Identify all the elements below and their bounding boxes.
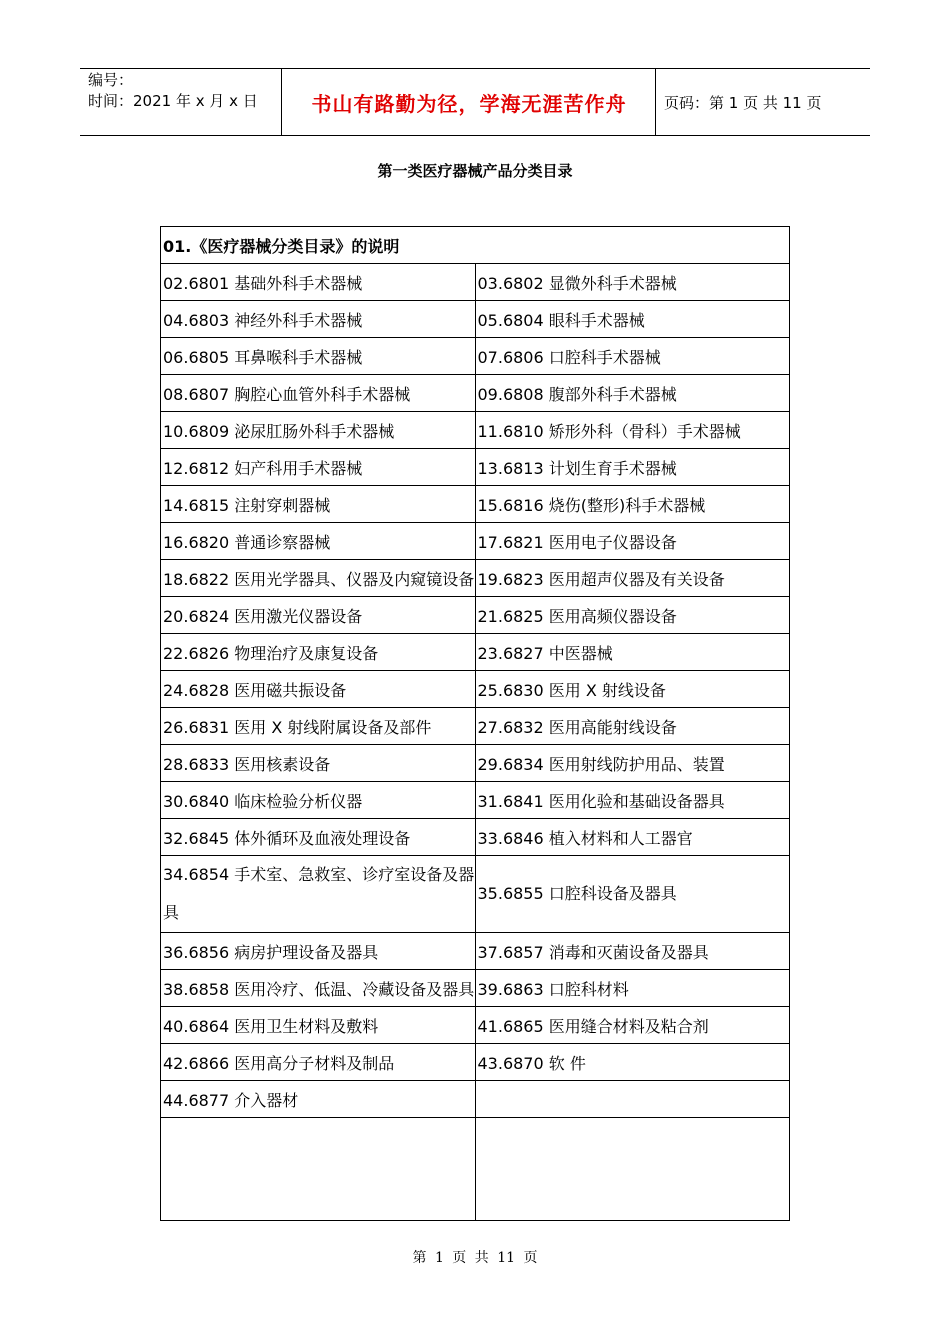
catalog-cell: 43.6870 软 件 (475, 1044, 790, 1081)
table-row (161, 486, 790, 523)
number-label: 编号： (88, 71, 134, 89)
catalog-cell: 22.6826 物理治疗及康复设备 (161, 634, 476, 671)
catalog-cell: 27.6832 医用高能射线设备 (475, 708, 790, 745)
catalog-cell: 19.6823 医用超声仪器及有关设备 (475, 560, 790, 597)
catalog-cell: 32.6845 体外循环及血液处理设备 (161, 819, 476, 856)
catalog-cell (475, 1081, 790, 1118)
catalog-cell: 13.6813 计划生育手术器械 (475, 449, 790, 486)
catalog-cell: 17.6821 医用电子仪器设备 (475, 523, 790, 560)
catalog-cell: 04.6803 神经外科手术器械 (161, 301, 476, 338)
catalog-cell: 16.6820 普通诊察器械 (161, 523, 476, 560)
catalog-cell: 06.6805 耳鼻喉科手术器械 (161, 338, 476, 375)
table-row (161, 819, 790, 856)
header-page-info: 页码：第 1 页 共 11 页 (664, 94, 822, 112)
catalog-cell: 14.6815 注射穿刺器械 (161, 486, 476, 523)
table-header-cell: 01.《医疗器械分类目录》的说明 (161, 227, 790, 264)
table-row (161, 634, 790, 671)
catalog-cell: 44.6877 介入器材 (161, 1081, 476, 1118)
catalog-cell: 10.6809 泌尿肛肠外科手术器械 (161, 412, 476, 449)
time-label: 时间：2021 年 x 月 x 日 (88, 92, 258, 110)
catalog-cell: 21.6825 医用高频仪器设备 (475, 597, 790, 634)
catalog-cell: 36.6856 病房护理设备及器具 (161, 933, 476, 970)
page-footer: 第 1 页 共 11 页 (412, 1250, 538, 1266)
catalog-cell: 24.6828 医用磁共振设备 (161, 671, 476, 708)
catalog-cell: 31.6841 医用化验和基础设备器具 (475, 782, 790, 819)
catalog-cell: 37.6857 消毒和灭菌设备及器具 (475, 933, 790, 970)
catalog-cell: 02.6801 基础外科手术器械 (161, 264, 476, 301)
catalog-cell: 26.6831 医用 X 射线附属设备及部件 (161, 708, 476, 745)
catalog-cell: 28.6833 医用核素设备 (161, 745, 476, 782)
catalog-cell: 05.6804 眼科手术器械 (475, 301, 790, 338)
header-divider (281, 68, 282, 136)
table-row (161, 412, 790, 449)
header-divider (655, 68, 656, 136)
catalog-cell: 23.6827 中医器械 (475, 634, 790, 671)
table-row (161, 708, 790, 745)
catalog-cell: 35.6855 口腔科设备及器具 (475, 856, 790, 933)
table-row (161, 375, 790, 412)
catalog-cell: 33.6846 植入材料和人工器官 (475, 819, 790, 856)
table-row (161, 338, 790, 375)
catalog-cell: 41.6865 医用缝合材料及粘合剂 (475, 1007, 790, 1044)
table-row (161, 301, 790, 338)
header-motto: 书山有路勤为径，学海无涯苦作舟 (311, 91, 627, 116)
table-row (161, 560, 790, 597)
catalog-cell: 25.6830 医用 X 射线设备 (475, 671, 790, 708)
table-row (161, 597, 790, 634)
catalog-cell: 39.6863 口腔科材料 (475, 970, 790, 1007)
table-row (161, 1081, 790, 1118)
table-row-empty (161, 1118, 790, 1221)
catalog-cell: 40.6864 医用卫生材料及敷料 (161, 1007, 476, 1044)
table-row (161, 523, 790, 560)
empty-cell (161, 1118, 476, 1221)
table-row (161, 264, 790, 301)
catalog-cell: 08.6807 胸腔心血管外科手术器械 (161, 375, 476, 412)
table-header-row (161, 227, 790, 264)
catalog-cell: 09.6808 腹部外科手术器械 (475, 375, 790, 412)
catalog-cell: 12.6812 妇产科用手术器械 (161, 449, 476, 486)
catalog-cell: 07.6806 口腔科手术器械 (475, 338, 790, 375)
catalog-cell: 11.6810 矫形外科（骨科）手术器械 (475, 412, 790, 449)
table-row (161, 856, 790, 933)
table-row (161, 782, 790, 819)
table-row (161, 1044, 790, 1081)
catalog-cell: 18.6822 医用光学器具、仪器及内窥镜设备 (161, 560, 476, 597)
catalog-cell: 15.6816 烧伤(整形)科手术器械 (475, 486, 790, 523)
document-title: 第一类医疗器械产品分类目录 (377, 162, 573, 180)
table-row (161, 745, 790, 782)
catalog-cell: 42.6866 医用高分子材料及制品 (161, 1044, 476, 1081)
catalog-cell: 30.6840 临床检验分析仪器 (161, 782, 476, 819)
catalog-cell: 29.6834 医用射线防护用品、装置 (475, 745, 790, 782)
catalog-cell: 38.6858 医用冷疗、低温、冷藏设备及器具 (161, 970, 476, 1007)
table-row (161, 1007, 790, 1044)
catalog-cell: 34.6854 手术室、急救室、诊疗室设备及器具 (161, 856, 476, 933)
catalog-cell: 03.6802 显微外科手术器械 (475, 264, 790, 301)
table-row (161, 933, 790, 970)
header-meta (88, 70, 258, 112)
table-row (161, 671, 790, 708)
table-row (161, 449, 790, 486)
catalog-table (160, 226, 790, 1221)
catalog-cell: 20.6824 医用激光仪器设备 (161, 597, 476, 634)
table-row (161, 970, 790, 1007)
empty-cell (475, 1118, 790, 1221)
